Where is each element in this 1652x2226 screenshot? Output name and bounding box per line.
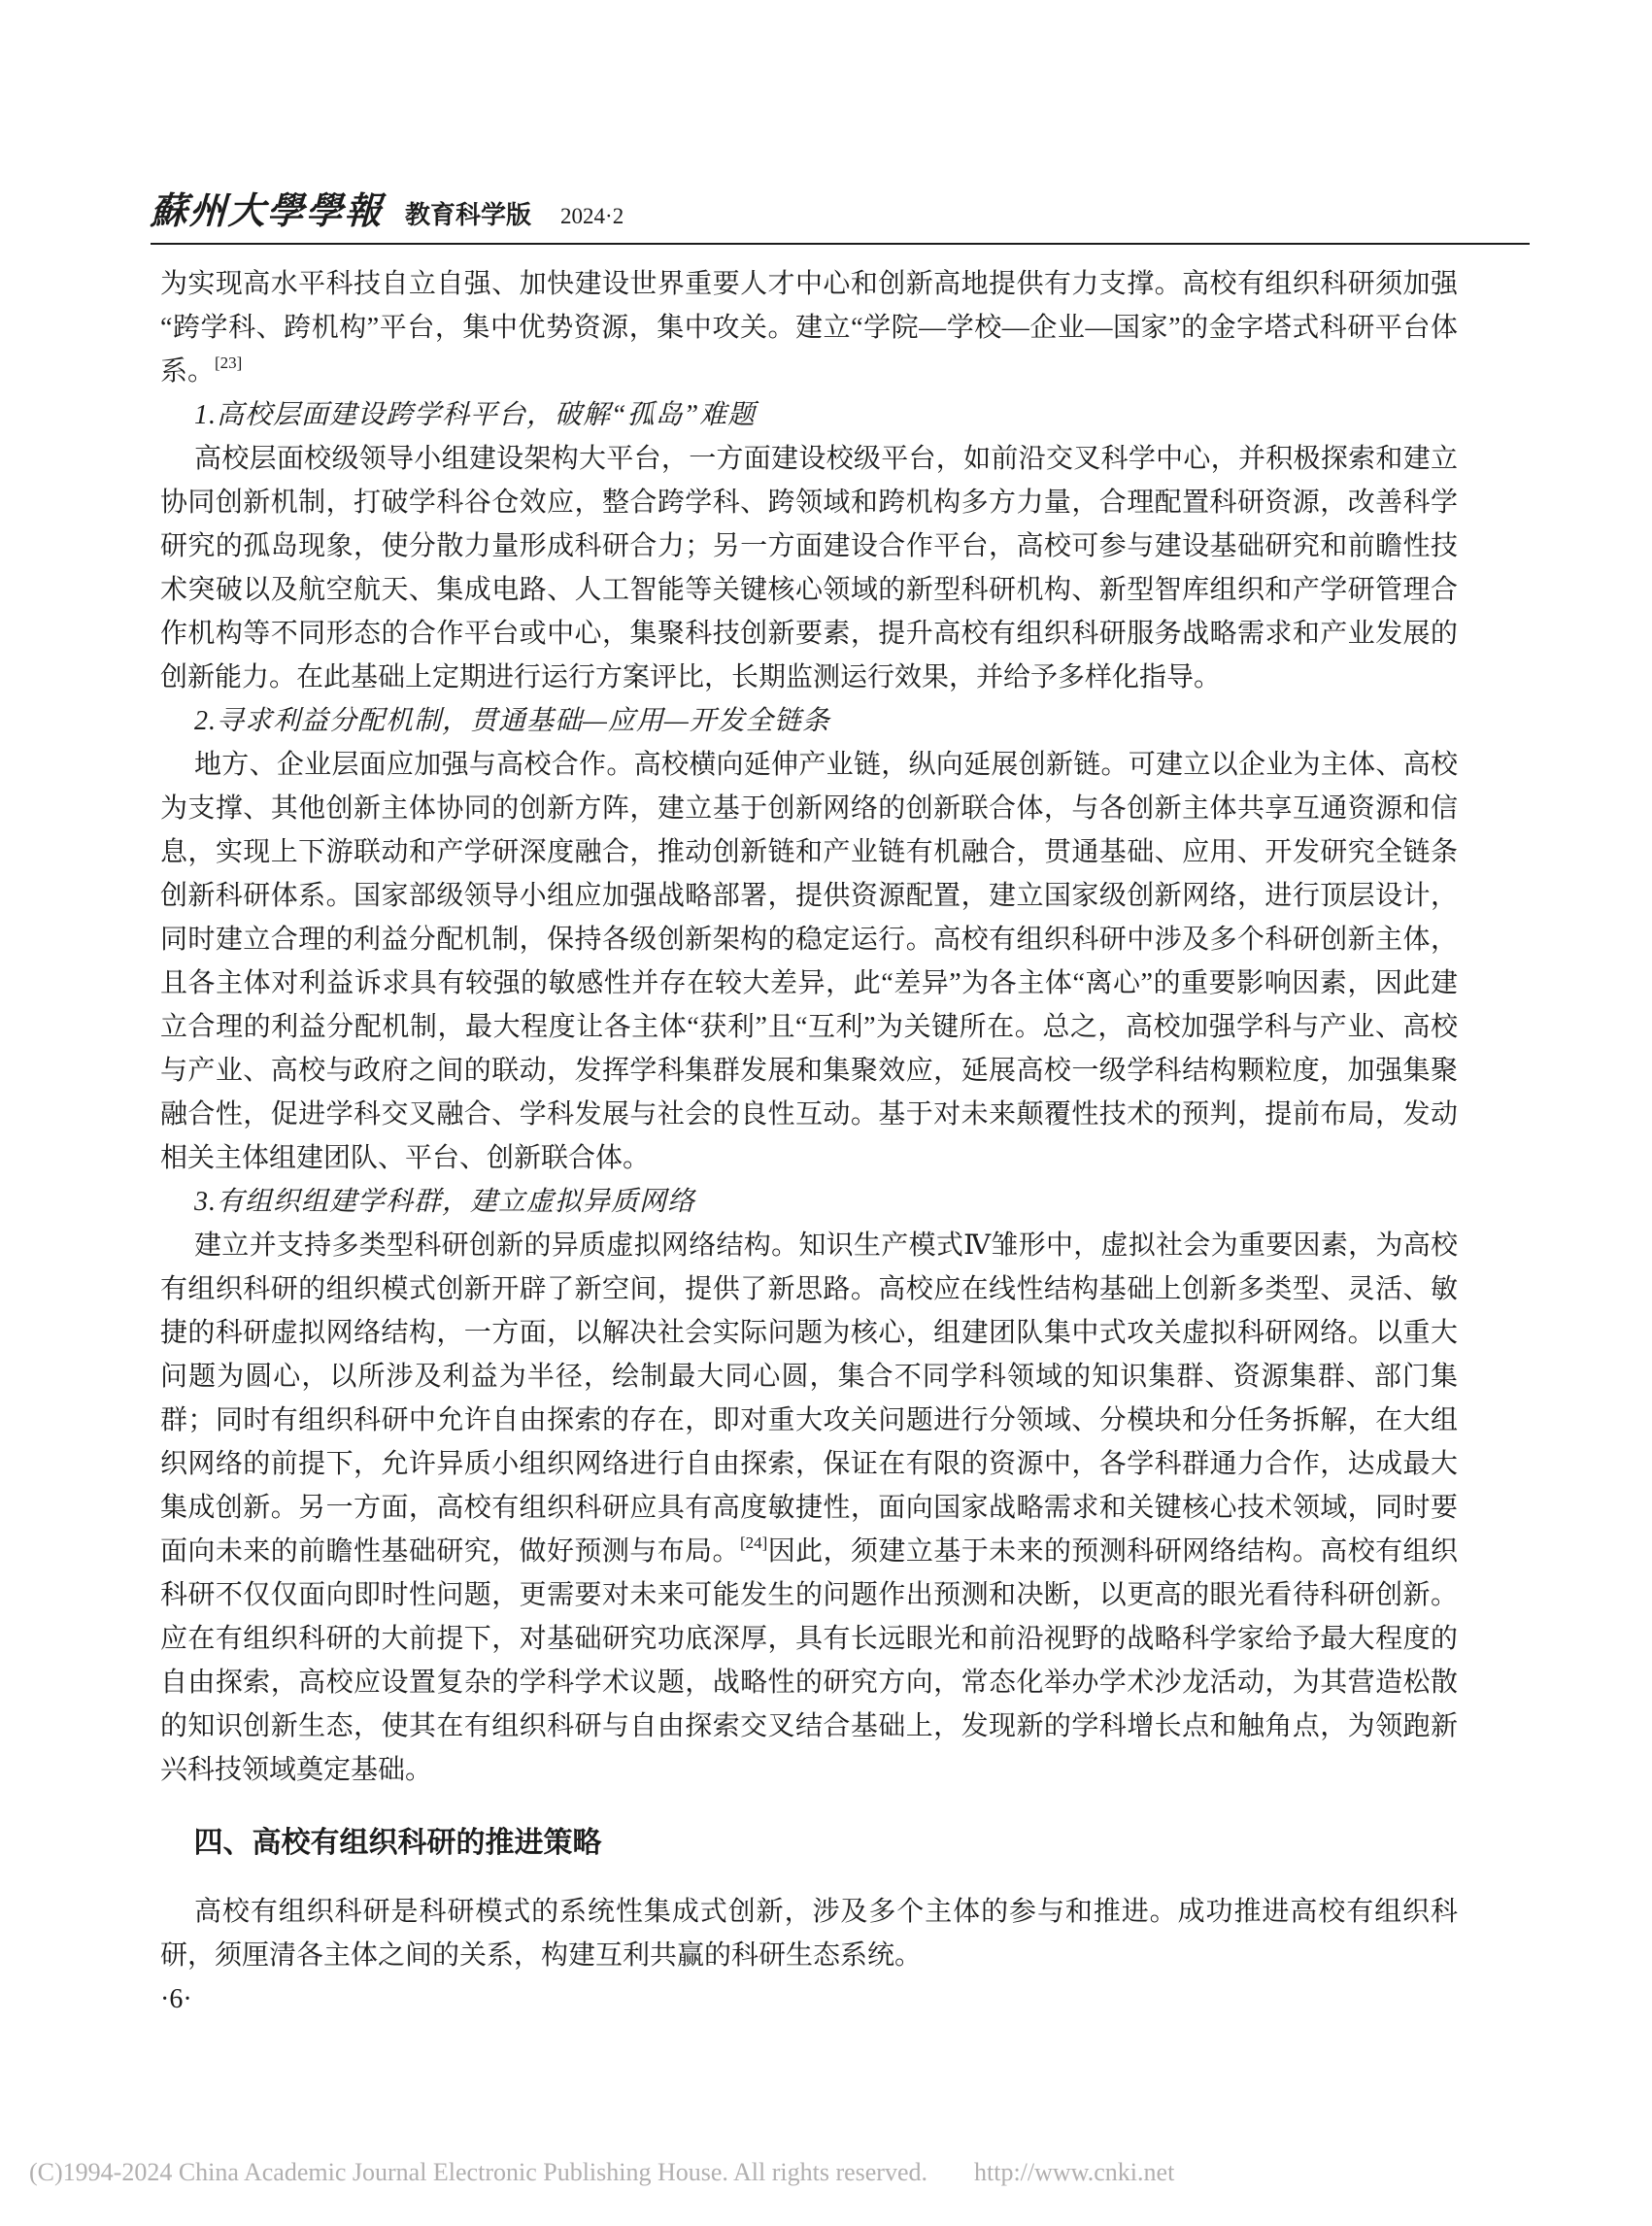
text-run: 高校有组织科研是科研模式的系统性集成式创新，涉及多个主体的参与和推进。成功推进高校有组织科研，须厘清各主体之间的关系，构建互利共赢的科研生态系统。 — [160, 1897, 1458, 1971]
subsection-heading-2 — [160, 699, 1458, 743]
subsection-heading-1 — [160, 393, 1458, 437]
citation-marker: [23] — [215, 354, 243, 372]
text-run: 因此，须建立基于未来的预测科研网络结构。高校有组织科研不仅仅面向即时性问题，更需要对未来可能发生的问题作出预测和决断，以更高的眼光看待科研创新。应在有组织科研的大前提下，对基础研究功底深厚，具有长远眼光和前沿视野的战略科学家给予最大程度的自由探索，高校应设置复杂的学科学术议题，战略性的研究方向，常态化举办学术沙龙活动，为其营造松散的知识创新生态，使其在有组织科研与自由探索交叉结合基础上，发现新的学科增长点和触角点，为领跑新兴科技领域奠定基础。 — [160, 1536, 1458, 1785]
subsection-heading-3 — [160, 1180, 1458, 1224]
paragraph-continuation — [160, 262, 1458, 393]
journal-logo: 蘇州大學學報 — [150, 191, 385, 232]
paragraph — [160, 743, 1458, 1180]
citation-marker: [24] — [739, 1534, 768, 1552]
text-run: 1.高校层面建设跨学科平台，破解“孤岛”难题 — [194, 400, 757, 430]
publisher-url: http://www.cnki.net — [974, 2158, 1175, 2186]
header-row — [151, 181, 1530, 234]
page-header — [151, 181, 1530, 253]
text-run: 高校层面校级领导小组建设架构大平台，一方面建设校级平台，如前沿交叉科学中心，并积极探索和建立协同创新机制，打破学科谷仓效应，整合跨学科、跨领域和跨机构多方力量，合理配置科研资源，改善科学研究的孤岛现象，使分散力量形成科研合力；另一方面建设合作平台，高校可参与建设基础研究和前瞻性技术突破以及航空航天、集成电路、人工智能等关键核心领域的新型科研机构、新型智库组织和产学研管理合作机构等不同形态的合作平台或中心，集聚科技创新要素，提升高校有组织科研服务战略需求和产业发展的创新能力。在此基础上定期进行运行方案评比，长期监测运行效果，并给予多样化指导。 — [160, 444, 1458, 692]
header-divider — [151, 243, 1530, 245]
article-body — [160, 262, 1458, 2021]
journal-issue: 2024·2 — [560, 204, 624, 228]
copyright-notice: (C)1994-2024 China Academic Journal Electronic Publishing House. All rights reserved. — [29, 2158, 927, 2186]
text-run: 3.有组织组建学科群，建立虚拟异质网络 — [194, 1187, 696, 1217]
journal-edition: 教育科学版 — [405, 200, 532, 229]
section-heading-4 — [160, 1821, 1458, 1865]
text-run: 建立并支持多类型科研创新的异质虚拟网络结构。知识生产模式Ⅳ雏形中，虚拟社会为重要因素，为高校有组织科研的组织模式创新开辟了新空间，提供了新思路。高校应在线性结构基础上创新多类型、灵活、敏捷的科研虚拟网络结构，一方面，以解决社会实际问题为核心，组建团队集中式攻关虚拟科研网络。以重大问题为圆心，以所涉及利益为半径，绘制最大同心圆，集合不同学科领域的知识集群、资源集群、部门集群；同时有组织科研中允许自由探索的存在，即对重大攻关问题进行分领域、分模块和分任务拆解，在大组织网络的前提下，允许异质小组织网络进行自由探索，保证在有限的资源中，各学科群通力合作，达成最大集成创新。另一方面，高校有组织科研应具有高度敏捷性，面向国家战略需求和关键核心技术领域，同时要面向未来的前瞻性基础研究，做好预测与布局。 — [160, 1231, 1458, 1567]
text-run: 2.寻求利益分配机制，贯通基础—应用—开发全链条 — [194, 706, 830, 736]
paragraph — [160, 1890, 1458, 1977]
page-footer — [29, 2158, 1623, 2187]
paragraph — [160, 1224, 1458, 1792]
page-number: ·6· — [160, 1984, 192, 2014]
paragraph — [160, 437, 1458, 699]
text-run: 为实现高水平科技自立自强、加快建设世界重要人才中心和创新高地提供有力支撑。高校有组织科研须加强“跨学科、跨机构”平台，集中优势资源，集中攻关。建立“学院—学校—企业—国家”的金字塔式科研平台体系。 — [160, 269, 1458, 387]
text-run: 地方、企业层面应加强与高校合作。高校横向延伸产业链，纵向延展创新链。可建立以企业为主体、高校为支撑、其他创新主体协同的创新方阵，建立基于创新网络的创新联合体，与各创新主体共享互通资源和信息，实现上下游联动和产学研深度融合，推动创新链和产业链有机融合，贯通基础、应用、开发研究全链条创新科研体系。国家部级领导小组应加强战略部署，提供资源配置，建立国家级创新网络，进行顶层设计，同时建立合理的利益分配机制，保持各级创新架构的稳定运行。高校有组织科研中涉及多个科研创新主体，且各主体对利益诉求具有较强的敏感性并存在较大差异，此“差异”为各主体“离心”的重要影响因素，因此建立合理的利益分配机制，最大程度让各主体“获利”且“互利”为关键所在。总之，高校加强学科与产业、高校与产业、高校与政府之间的联动，发挥学科集群发展和集聚效应，延展高校一级学科结构颗粒度，加强集聚融合性，促进学科交叉融合、学科发展与社会的良性互动。基于对未来颠覆性技术的预判，提前布局，发动相关主体组建团队、平台、创新联合体。 — [160, 750, 1458, 1173]
text-run: 四、高校有组织科研的推进策略 — [193, 1827, 602, 1859]
